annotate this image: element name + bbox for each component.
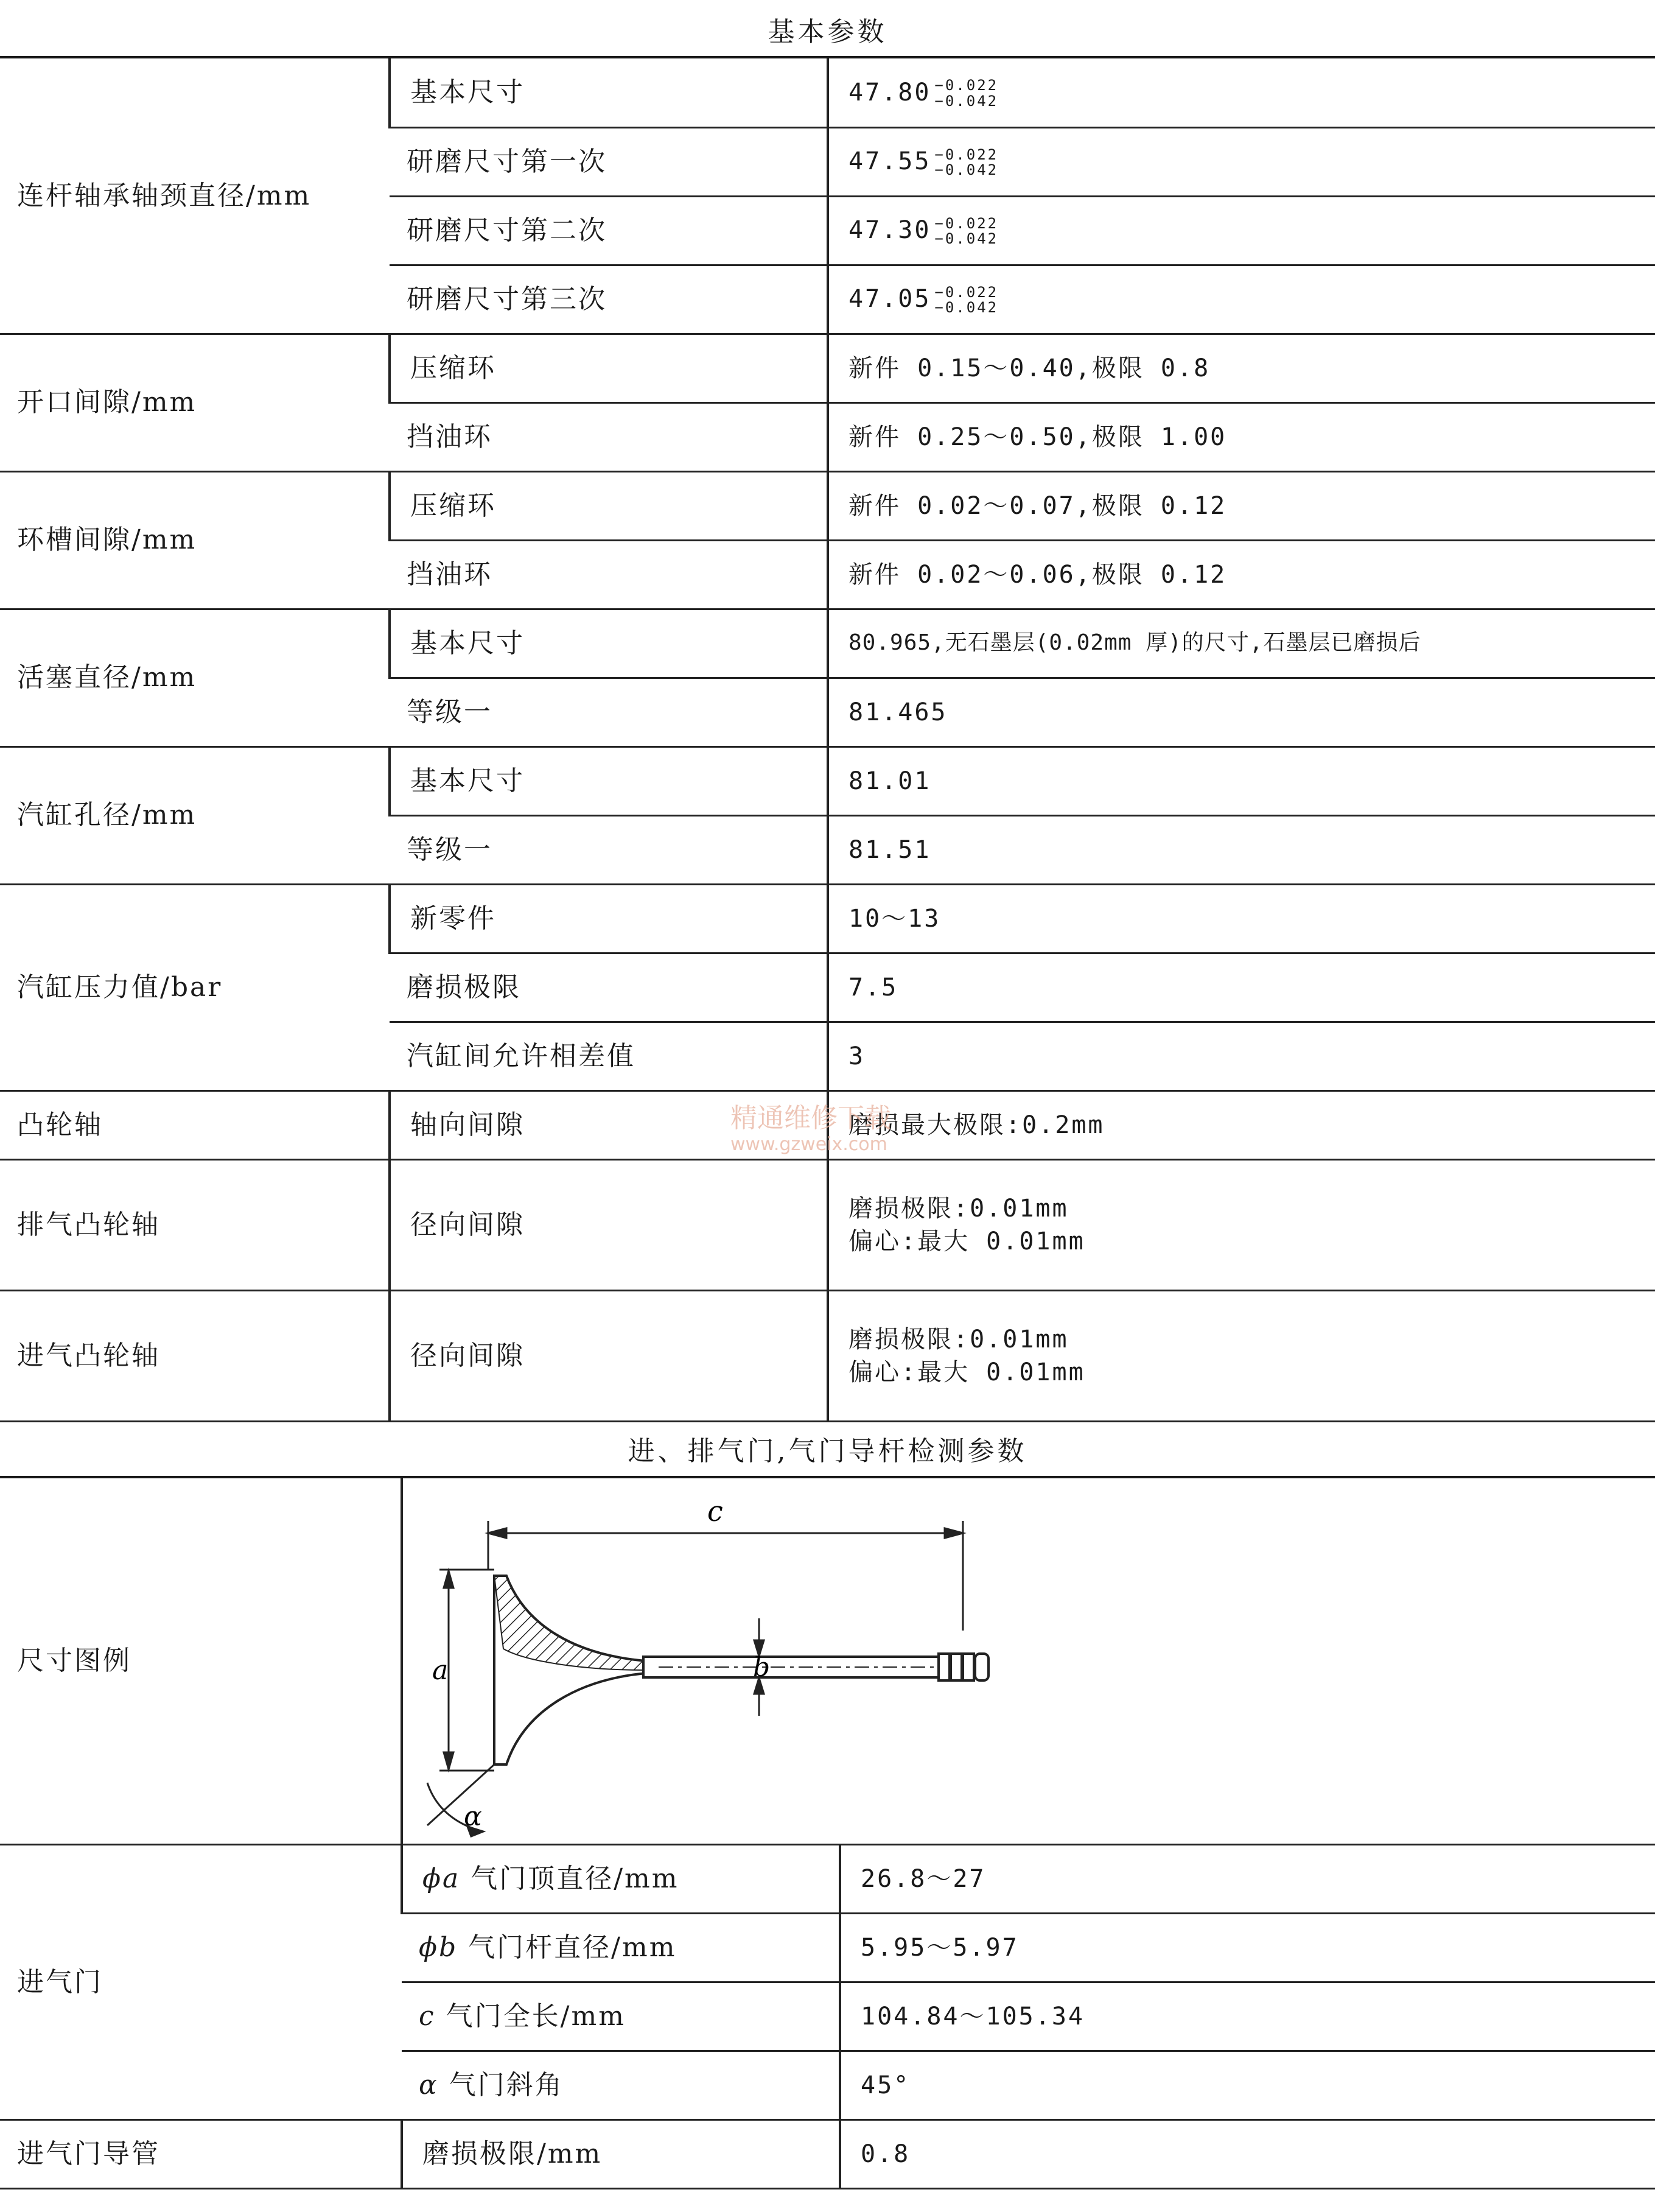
dim-b-label: b (753, 1652, 772, 1683)
dim-alpha-label: α (464, 1801, 484, 1832)
value-line: 偏心:最大 0.01mm (848, 1358, 1085, 1386)
table-row (0, 471, 1655, 540)
value-cell: 0.8 (840, 2120, 1655, 2189)
group-label: 连杆轴承轴颈直径/mm (0, 58, 390, 334)
group-label: 进气门导管 (0, 2120, 402, 2189)
group-label: 进气门 (0, 1845, 402, 2120)
value-cell: 45° (840, 2051, 1655, 2120)
value-cell: 81.01 (828, 746, 1655, 815)
dim-alpha-arc (427, 1764, 494, 1836)
value-cell: 10～13 (828, 884, 1655, 953)
item-label: 压缩环 (390, 334, 828, 402)
table-row (0, 58, 1655, 127)
value-cell: 104.84～105.34 (840, 1982, 1655, 2051)
item-label: 基本尺寸 (390, 609, 828, 678)
value-cell: 47.80 −0.022 −0.042 (828, 58, 1655, 127)
item-label: 磨损极限 (390, 953, 828, 1022)
item-label: 汽缸间允许相差值 (390, 1022, 828, 1090)
value-cell (828, 1290, 1655, 1421)
value-cell: 新件 0.15～0.40,极限 0.8 (828, 334, 1655, 402)
value-cell: 47.30 −0.022 −0.042 (828, 196, 1655, 265)
section-title-text: 进、排气门,气门导杆检测参数 (628, 1435, 1027, 1467)
value-cell: 新件 0.02～0.07,极限 0.12 (828, 471, 1655, 540)
basic-parameters-table (0, 58, 1655, 1422)
item-label: 轴向间隙 (390, 1090, 828, 1159)
item-label: c 气门全长/mm (402, 1982, 840, 2051)
value-line: 偏心:最大 0.01mm (848, 1227, 1085, 1255)
item-label: 研磨尺寸第三次 (390, 265, 828, 334)
table-row (0, 1845, 1655, 1914)
item-label: 磨损极限/mm (402, 2120, 840, 2189)
group-label: 排气凸轮轴 (0, 1159, 390, 1290)
value-cell: 磨损最大极限:0.2mm (828, 1090, 1655, 1159)
value-cell: 80.965,无石墨层(0.02mm 厚)的尺寸,石墨层已磨损后 (828, 609, 1655, 678)
item-label: 径向间隙 (390, 1290, 828, 1421)
valve-parameters-table (0, 1478, 1655, 2189)
item-label: 径向间隙 (390, 1159, 828, 1290)
item-label: 研磨尺寸第二次 (390, 196, 828, 265)
table-row (0, 2120, 1655, 2189)
table-row (0, 609, 1655, 678)
value-cell: 7.5 (828, 953, 1655, 1022)
group-label: 尺寸图例 (0, 1478, 402, 1845)
item-label: 研磨尺寸第一次 (390, 127, 828, 196)
tolerance: −0.022 −0.042 (934, 215, 999, 248)
value-cell: 26.8～27 (840, 1845, 1655, 1914)
dim-a-label: a (432, 1655, 450, 1686)
group-label: 进气凸轮轴 (0, 1290, 390, 1421)
watermark-text: 精通维修下载 (730, 1103, 891, 1134)
group-label: 凸轮轴 (0, 1090, 390, 1159)
table-row (0, 1159, 1655, 1290)
item-label: 挡油环 (390, 540, 828, 609)
value-cell: 47.55 −0.022 −0.042 (828, 127, 1655, 196)
section-title-valves (0, 1419, 1655, 1477)
dim-c-line (488, 1521, 963, 1631)
value-line: 磨损极限:0.01mm (848, 1325, 1069, 1354)
value-cell: 81.465 (828, 678, 1655, 746)
value-cell: 新件 0.25～0.50,极限 1.00 (828, 402, 1655, 471)
section-title-basic (0, 0, 1655, 58)
group-label: 活塞直径/mm (0, 609, 390, 746)
item-label: ϕa 气门顶直径/mm (402, 1845, 840, 1914)
item-label: 基本尺寸 (390, 746, 828, 815)
value-cell: 5.95～5.97 (840, 1914, 1655, 1982)
item-label: 等级一 (390, 678, 828, 746)
dim-c-label: c (707, 1495, 725, 1528)
table-row (0, 884, 1655, 953)
value-cell: 新件 0.02～0.06,极限 0.12 (828, 540, 1655, 609)
value-cell: 3 (828, 1022, 1655, 1090)
table-row (0, 334, 1655, 402)
tolerance: −0.022 −0.042 (934, 284, 999, 317)
value-line: 磨损极限:0.01mm (848, 1194, 1069, 1223)
item-label: 等级一 (390, 815, 828, 884)
tolerance: −0.022 −0.042 (934, 146, 999, 179)
group-label: 汽缸孔径/mm (0, 746, 390, 884)
item-label: 压缩环 (390, 471, 828, 540)
valve-dimension-diagram (403, 1478, 1655, 1844)
diagram-cell (402, 1478, 1655, 1845)
value-cell: 47.05 −0.022 −0.042 (828, 265, 1655, 334)
group-label: 汽缸压力值/bar (0, 884, 390, 1090)
table-row (0, 746, 1655, 815)
group-label: 开口间隙/mm (0, 334, 390, 471)
value-cell (828, 1159, 1655, 1290)
value-cell: 81.51 (828, 815, 1655, 884)
group-label: 环槽间隙/mm (0, 471, 390, 609)
item-label: α 气门斜角 (402, 2051, 840, 2120)
item-label: ϕb 气门杆直径/mm (402, 1914, 840, 1982)
table-row (0, 1478, 1655, 1845)
item-label: 挡油环 (390, 402, 828, 471)
watermark (730, 1096, 891, 1155)
section-title-text: 基本参数 (768, 16, 887, 47)
keeper-grooves (939, 1654, 988, 1680)
watermark-url: www.gzweix.com (730, 1134, 887, 1155)
item-label: 新零件 (390, 884, 828, 953)
item-label: 基本尺寸 (390, 58, 828, 127)
table-row (0, 1290, 1655, 1421)
tolerance: −0.022 −0.042 (934, 77, 999, 110)
